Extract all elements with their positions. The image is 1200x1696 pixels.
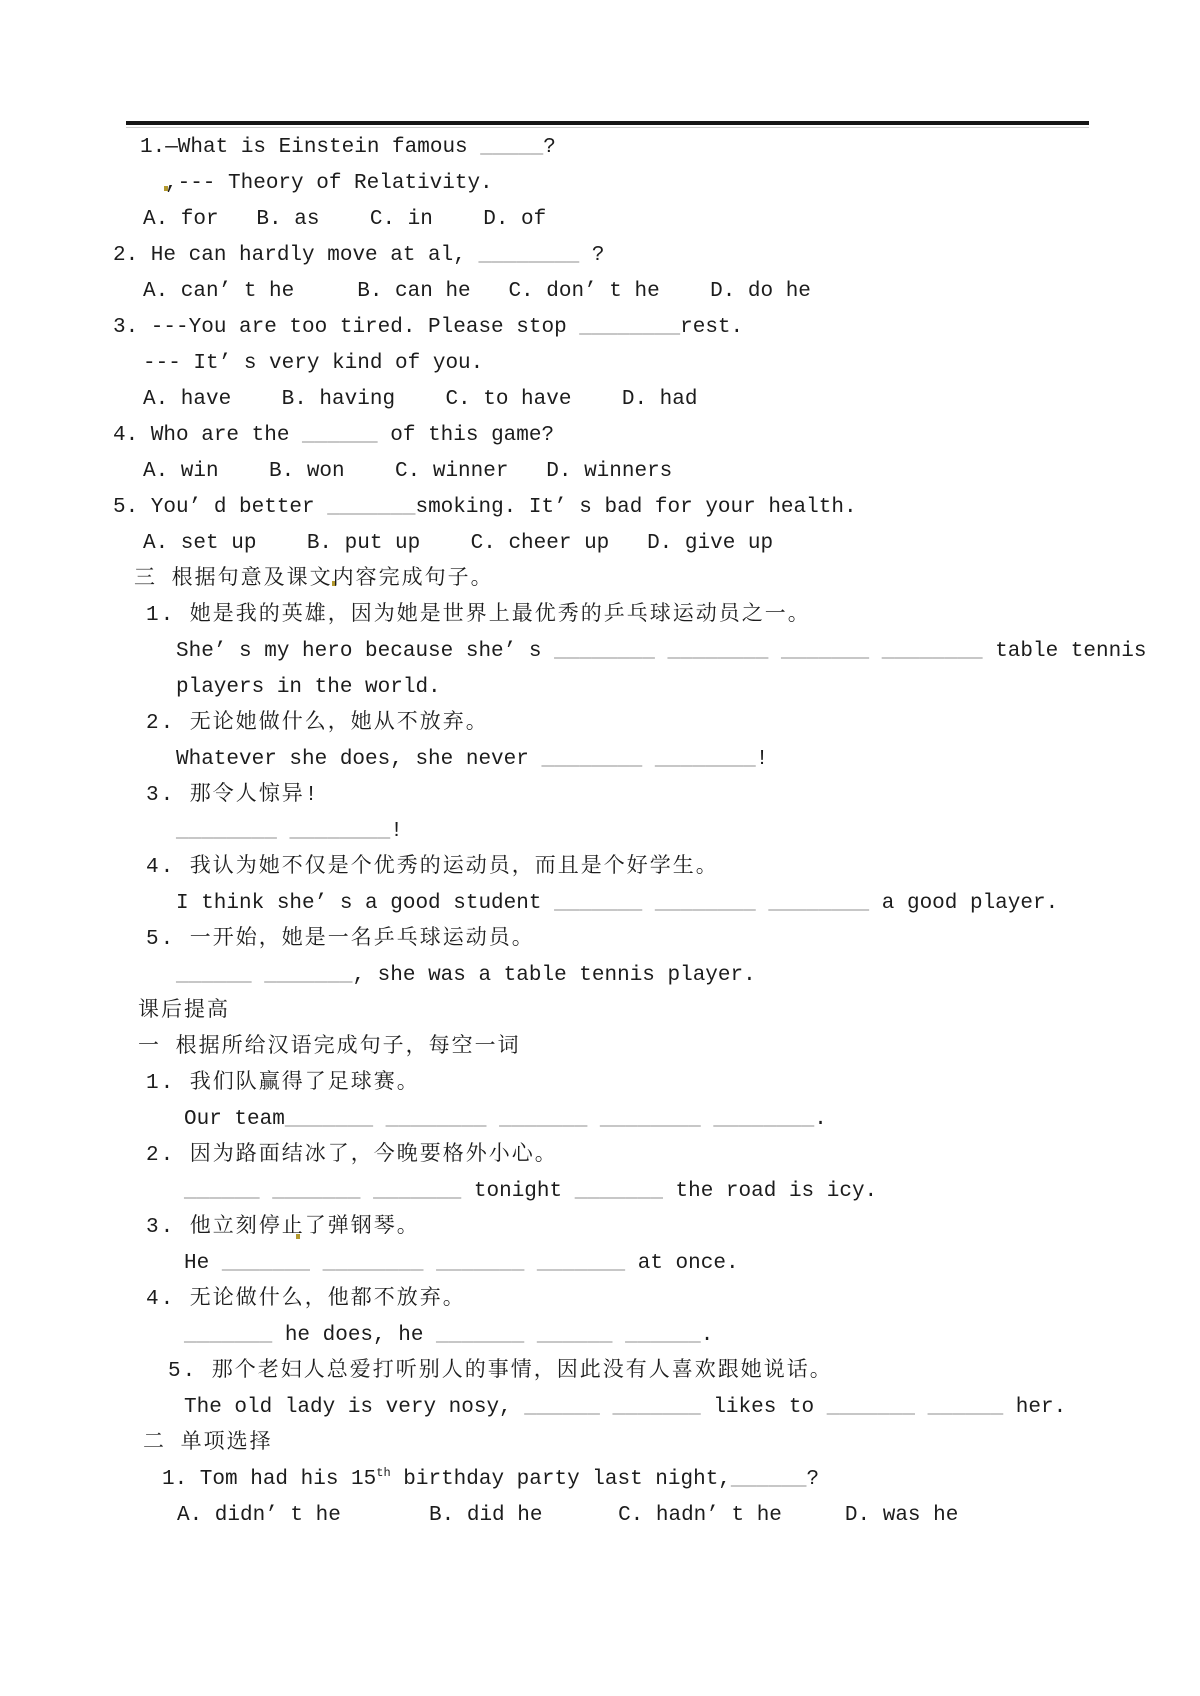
mc3-options: A. have B. having C. to have D. had: [143, 388, 698, 411]
superscript: th: [376, 1466, 391, 1480]
fill-in-blank: ________: [654, 748, 756, 771]
fill-in-blank: ________: [768, 892, 870, 915]
p1-item5-chinese: 5. 那个老妇人总爱打听别人的事情，因此没有人喜欢跟她说话。: [168, 1360, 833, 1383]
fill-in-blank: ______: [302, 424, 378, 447]
fill-in-blank: ______: [927, 1396, 1004, 1419]
fill-in-blank: _______: [499, 1108, 588, 1131]
after-class-heading: 课后提高: [138, 1000, 230, 1023]
mc1-response: ,--- Theory of Relativity.: [165, 172, 493, 195]
s3-item2-answer-line: Whatever she does, she never ________ ________!: [176, 748, 769, 771]
fill-in-blank: _______: [373, 1180, 462, 1203]
mc2-question: 2. He can hardly move at al, ________ ?: [113, 244, 605, 267]
fill-in-blank: ________: [478, 244, 580, 267]
s3-item1-chinese: 1. 她是我的英雄，因为她是世界上最优秀的乒乓球运动员之一。: [146, 604, 811, 627]
fill-in-blank: _______: [221, 1252, 311, 1275]
fill-in-blank: ________: [554, 640, 655, 663]
header-rule: [126, 121, 1089, 125]
mc5-options: A. set up B. put up C. cheer up D. give up: [143, 532, 774, 555]
fill-in-blank: ________: [289, 820, 391, 843]
fill-in-blank: ______: [524, 1396, 600, 1419]
part2-heading: 二 单项选择: [143, 1432, 273, 1455]
fill-in-blank: _______: [536, 1252, 626, 1275]
p1-item2-answer-line: ______ _______ _______ tonight _______ the road is icy.: [184, 1180, 878, 1203]
mc4-question: 4. Who are the ______ of this game?: [113, 424, 555, 447]
p2-item1-options: A. didn’ t he B. did he C. hadn’ t he D. was he: [177, 1504, 959, 1527]
fill-in-blank: ________: [176, 820, 277, 843]
s3-item1-answer-line: She’ s my hero because she’ s ________ ________ _______ ________ table tennis: [176, 640, 1147, 663]
fill-in-blank: _______: [554, 892, 643, 915]
p2-item1-question: 1. Tom had his 15th birthday party last night,______?: [162, 1466, 820, 1491]
section3-heading: 三 根据句意及课文内容完成句子。: [134, 568, 494, 591]
fill-in-blank: ______: [730, 1468, 807, 1491]
fill-in-blank: _______: [612, 1396, 701, 1419]
fill-in-blank: _______: [436, 1324, 525, 1347]
p1-item2-chinese: 2. 因为路面结冰了，今晚要格外小心。: [146, 1144, 558, 1167]
fill-in-blank: _______: [780, 640, 870, 663]
header-rule-shadow: [126, 127, 1089, 128]
mc3-response: --- It’ s very kind of you.: [143, 352, 484, 375]
fill-in-blank: ________: [881, 640, 983, 663]
s3-item5-chinese: 5. 一开始，她是一名乒乓球运动员。: [146, 928, 535, 951]
s3-item1-answer-cont: players in the world.: [176, 676, 441, 699]
mc4-options: A. win B. won C. winner D. winners: [143, 460, 673, 483]
fill-in-blank: _______: [436, 1252, 525, 1275]
part1-heading: 一 根据所给汉语完成句子，每空一词: [138, 1036, 521, 1059]
p1-item1-chinese: 1. 我们队赢得了足球赛。: [146, 1072, 420, 1095]
fill-in-blank: _____: [480, 136, 544, 159]
fill-in-blank: _______: [272, 1180, 361, 1203]
document-body: [0, 130, 1200, 1534]
s3-item3-chinese: 3. 那令人惊异!: [146, 784, 320, 807]
fill-in-blank: ________: [599, 1108, 701, 1131]
fill-in-blank: ________: [667, 640, 769, 663]
mc3-question: 3. ---You are too tired. Please stop ________rest.: [113, 316, 744, 339]
s3-item3-answer-line: ________ ________!: [176, 820, 403, 843]
mc1-question: 1.—What is Einstein famous _____?: [140, 136, 556, 159]
p1-item5-answer-line: The old lady is very nosy, ______ _______ likes to _______ ______ her.: [184, 1396, 1067, 1419]
fill-in-blank: ______: [625, 1324, 701, 1347]
fill-in-blank: ______: [176, 964, 252, 987]
fill-in-blank: _______: [264, 964, 353, 987]
fill-in-blank: ________: [654, 892, 756, 915]
mc5-question: 5. You’ d better _______smoking. It’ s bad for your health.: [113, 496, 857, 519]
fill-in-blank: _______: [574, 1180, 663, 1203]
fill-in-blank: ________: [385, 1108, 487, 1131]
s3-item4-answer-line: I think she’ s a good student _______ ________ ________ a good player.: [176, 892, 1059, 915]
fill-in-blank: ________: [322, 1252, 424, 1275]
mc1-options: A. for B. as C. in D. of: [143, 208, 547, 231]
s3-item2-chinese: 2. 无论她做什么，她从不放弃。: [146, 712, 489, 735]
fill-in-blank: _______: [184, 1324, 273, 1347]
p1-item4-answer-line: _______ he does, he _______ ______ ______.: [184, 1324, 714, 1347]
fill-in-blank: ________: [541, 748, 643, 771]
fill-in-blank: ________: [579, 316, 681, 339]
s3-item4-chinese: 4. 我认为她不仅是个优秀的运动员，而且是个好学生。: [146, 856, 719, 879]
fill-in-blank: ______: [536, 1324, 613, 1347]
p1-item4-chinese: 4. 无论做什么，他都不放弃。: [146, 1288, 466, 1311]
s3-item5-answer-line: ______ _______, she was a table tennis player.: [176, 964, 756, 987]
fill-in-blank: _______: [284, 1108, 374, 1131]
p1-item3-answer-line: He _______ ________ _______ _______ at once.: [184, 1252, 739, 1275]
p1-item3-chinese: 3. 他立刻停止了弹钢琴。: [146, 1216, 420, 1239]
fill-in-blank: ________: [713, 1108, 815, 1131]
mc2-options: A. can’ t he B. can he C. don’ t he D. do he: [143, 280, 811, 303]
fill-in-blank: _______: [826, 1396, 915, 1419]
fill-in-blank: _______: [327, 496, 416, 519]
p1-item1-answer-line: Our team_______ ________ _______ ________ ________.: [184, 1108, 827, 1131]
fill-in-blank: ______: [184, 1180, 260, 1203]
